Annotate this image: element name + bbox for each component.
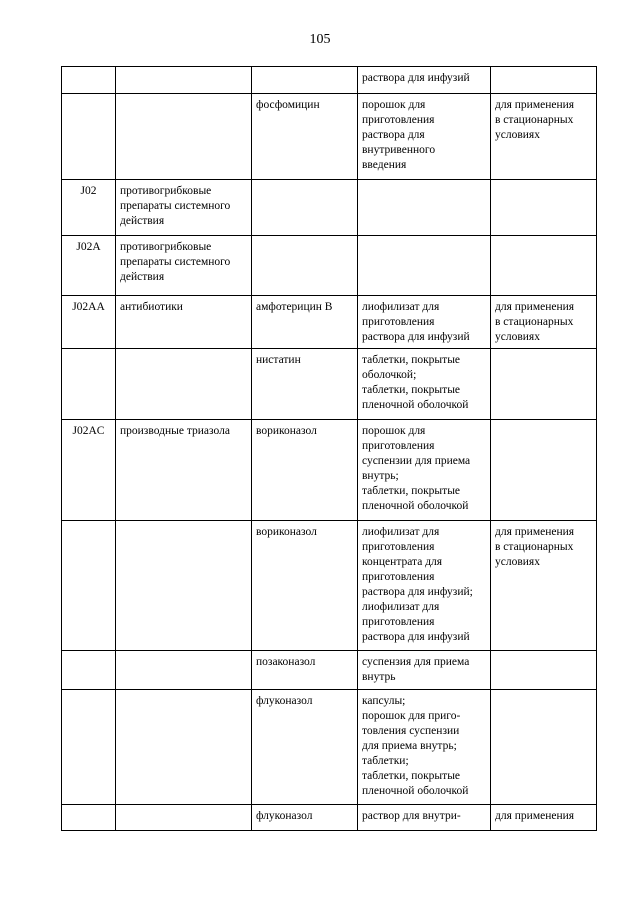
drug-cell	[252, 180, 358, 236]
note-cell	[491, 651, 597, 690]
table-row	[62, 521, 597, 651]
table-row	[62, 690, 597, 805]
drug-table	[61, 66, 597, 831]
table-row	[62, 236, 597, 296]
group-cell	[116, 94, 252, 180]
atc-code-cell: J02AA	[62, 296, 116, 349]
drug-cell	[252, 67, 358, 94]
dosage-form-cell: порошок для приготовления суспензии для приема внутрь; таблетки, покрытые пленочной оболочкой	[358, 420, 491, 521]
note-cell	[491, 180, 597, 236]
dosage-form-cell: лиофилизат для приготовления раствора для инфузий	[358, 296, 491, 349]
note-cell: для применения в стационарных условиях	[491, 296, 597, 349]
atc-code-cell	[62, 349, 116, 420]
drug-cell: флуконазол	[252, 805, 358, 831]
note-cell	[491, 67, 597, 94]
note-cell: для применения в стационарных условиях	[491, 521, 597, 651]
note-cell	[491, 690, 597, 805]
group-cell	[116, 690, 252, 805]
drug-cell: нистатин	[252, 349, 358, 420]
dosage-form-cell: лиофилизат для приготовления концентрата для приготовления раствора для инфузий; лиофилизат для приготовления раствора для инфузий	[358, 521, 491, 651]
atc-code-cell	[62, 94, 116, 180]
atc-code-cell	[62, 521, 116, 651]
table-row	[62, 805, 597, 831]
group-cell	[116, 651, 252, 690]
dosage-form-cell: раствора для инфузий	[358, 67, 491, 94]
table-row	[62, 67, 597, 94]
group-cell: производные триазола	[116, 420, 252, 521]
note-cell	[491, 420, 597, 521]
dosage-form-cell	[358, 236, 491, 296]
note-cell	[491, 349, 597, 420]
atc-code-cell	[62, 690, 116, 805]
table-row	[62, 180, 597, 236]
drug-cell: флуконазол	[252, 690, 358, 805]
drug-cell	[252, 236, 358, 296]
drug-cell: амфотерицин В	[252, 296, 358, 349]
note-cell: для применения	[491, 805, 597, 831]
group-cell: противогрибковые препараты системного действия	[116, 180, 252, 236]
note-cell	[491, 236, 597, 296]
table-row	[62, 349, 597, 420]
atc-code-cell	[62, 67, 116, 94]
group-cell	[116, 805, 252, 831]
group-cell	[116, 349, 252, 420]
note-cell: для применения в стационарных условиях	[491, 94, 597, 180]
dosage-form-cell: раствор для внутри-	[358, 805, 491, 831]
drug-cell: вориконазол	[252, 420, 358, 521]
dosage-form-cell: суспензия для приема внутрь	[358, 651, 491, 690]
atc-code-cell: J02	[62, 180, 116, 236]
drug-cell: позаконазол	[252, 651, 358, 690]
dosage-form-cell: таблетки, покрытые оболочкой; таблетки, покрытые пленочной оболочкой	[358, 349, 491, 420]
table-row	[62, 296, 597, 349]
drug-cell: фосфомицин	[252, 94, 358, 180]
group-cell: противогрибковые препараты системного действия	[116, 236, 252, 296]
dosage-form-cell	[358, 180, 491, 236]
group-cell: антибиотики	[116, 296, 252, 349]
atc-code-cell: J02AC	[62, 420, 116, 521]
group-cell	[116, 67, 252, 94]
atc-code-cell	[62, 805, 116, 831]
table-row	[62, 420, 597, 521]
drug-cell: вориконазол	[252, 521, 358, 651]
dosage-form-cell: капсулы; порошок для приго- товления суспензии для приема внутрь; таблетки; таблетки, покрытые пленочной оболочкой	[358, 690, 491, 805]
atc-code-cell	[62, 651, 116, 690]
page-number: 105	[309, 32, 331, 47]
group-cell	[116, 521, 252, 651]
atc-code-cell: J02A	[62, 236, 116, 296]
dosage-form-cell: порошок для приготовления раствора для внутривенного введения	[358, 94, 491, 180]
table-row	[62, 651, 597, 690]
table-row	[62, 94, 597, 180]
